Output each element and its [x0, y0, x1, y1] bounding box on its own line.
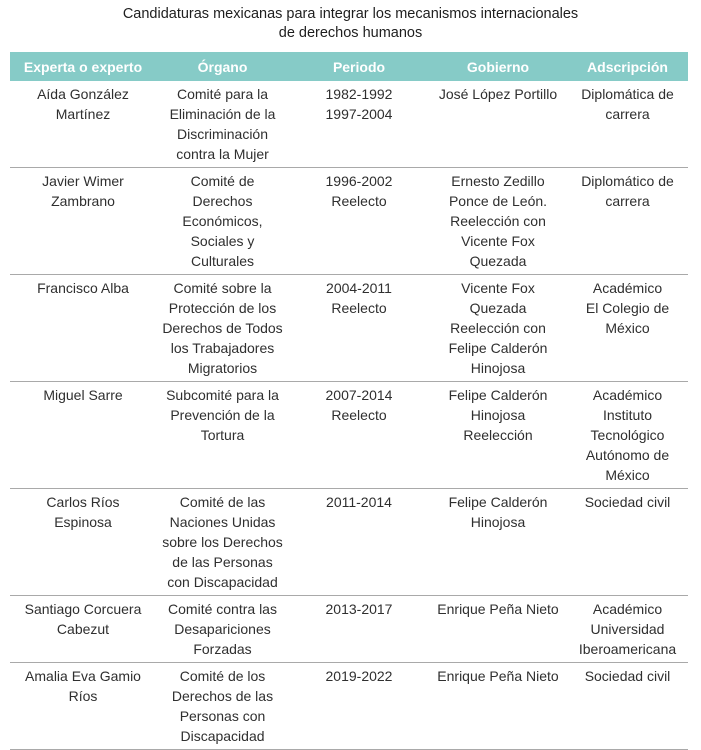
cell-gobierno: [429, 663, 567, 750]
table-row: [10, 81, 688, 168]
cell-experto: [10, 275, 156, 382]
cell-line: Cabezut: [56, 621, 110, 637]
cell-organo: [156, 382, 289, 489]
cell-line: Hinojosa: [470, 407, 526, 423]
cell-gobierno: [429, 596, 567, 663]
cell-line: Culturales: [190, 253, 255, 269]
cell-line: Autónomo de: [585, 447, 670, 463]
cell-line: Comité para la: [176, 86, 269, 102]
header-experto: Experta o experto: [10, 52, 156, 81]
cell-line: Comité de las: [179, 494, 266, 510]
cell-line: Sociedad civil: [584, 494, 671, 510]
table-title-line-1: Candidaturas mexicanas para integrar los mecanismos internacionales: [122, 6, 579, 22]
table-header-row: [10, 52, 688, 81]
cell-line: Francisco Alba: [37, 280, 129, 296]
cell-line: 1996-2002: [325, 173, 393, 189]
cell-line: contra la Mujer: [176, 146, 269, 162]
cell-line: Académico: [592, 601, 663, 617]
cell-line: Diplomático de: [581, 173, 674, 189]
cell-line: Ríos: [68, 688, 98, 704]
cell-line: José López Portillo: [438, 86, 558, 102]
table-row: [10, 489, 688, 596]
cell-line: con Discapacidad: [167, 574, 278, 590]
cell-organo: [156, 81, 289, 168]
cell-line: Desapariciones: [174, 621, 271, 637]
table-row: [10, 663, 688, 750]
cell-adscripcion: [567, 275, 688, 382]
cell-line: Instituto: [602, 407, 653, 423]
cell-line: Reelección con: [450, 320, 546, 336]
cell-line: Migratorios: [187, 360, 258, 376]
cell-line: Reelección con: [450, 213, 546, 229]
cell-line: Subcomité para la: [166, 387, 279, 403]
cell-line: Zambrano: [51, 193, 115, 209]
cell-line: Diplomática de: [581, 86, 674, 102]
cell-organo: [156, 489, 289, 596]
cell-gobierno: [429, 275, 567, 382]
cell-line: Sociales y: [190, 233, 255, 249]
cell-line: Comité sobre la: [173, 280, 272, 296]
cell-line: Protección de los: [168, 300, 277, 316]
cell-adscripcion: [567, 168, 688, 275]
cell-line: 2019-2022: [325, 668, 393, 684]
cell-line: Forzadas: [193, 641, 252, 657]
cell-line: Comité de los: [179, 668, 266, 684]
cell-organo: [156, 275, 289, 382]
cell-line: Reelecto: [331, 300, 387, 316]
cell-line: Felipe Calderón: [448, 494, 548, 510]
cell-line: Hinojosa: [470, 514, 526, 530]
cell-periodo: [289, 663, 429, 750]
header-periodo: Periodo: [289, 52, 429, 81]
cell-line: Ponce de León.: [448, 193, 548, 209]
cell-line: Discriminación: [176, 126, 269, 142]
cell-line: Académico: [592, 387, 663, 403]
cell-line: Martínez: [55, 106, 111, 122]
cell-line: Carlos Ríos: [46, 494, 120, 510]
cell-line: Enrique Peña Nieto: [437, 668, 559, 684]
cell-line: Vicente Fox: [461, 233, 535, 249]
table-row: [10, 275, 688, 382]
cell-gobierno: [429, 382, 567, 489]
cell-line: Reelecto: [331, 407, 387, 423]
cell-line: Ernesto Zedillo: [451, 173, 545, 189]
cell-adscripcion: [567, 81, 688, 168]
cell-gobierno: [429, 168, 567, 275]
cell-experto: [10, 81, 156, 168]
cell-line: carrera: [605, 106, 650, 122]
cell-line: Derechos: [192, 193, 253, 209]
cell-organo: [156, 596, 289, 663]
cell-gobierno: [429, 489, 567, 596]
cell-line: Tecnológico: [590, 427, 665, 443]
cell-adscripcion: [567, 663, 688, 750]
cell-line: Enrique Peña Nieto: [437, 601, 559, 617]
cell-line: 2007-2014: [325, 387, 393, 403]
cell-line: Prevención de la: [170, 407, 275, 423]
cell-line: Espinosa: [54, 514, 112, 530]
cell-line: Javier Wimer: [42, 173, 124, 189]
cell-adscripcion: [567, 382, 688, 489]
cell-line: Tortura: [200, 427, 245, 443]
cell-experto: [10, 663, 156, 750]
cell-experto: [10, 168, 156, 275]
cell-line: México: [605, 467, 650, 483]
cell-organo: [156, 663, 289, 750]
cell-organo: [156, 168, 289, 275]
cell-line: Académico: [592, 280, 663, 296]
cell-line: Naciones Unidas: [169, 514, 276, 530]
cell-line: Reelección: [463, 427, 533, 443]
cell-line: Miguel Sarre: [43, 387, 123, 403]
cell-line: Felipe Calderón: [448, 340, 548, 356]
cell-line: Comité de: [190, 173, 255, 189]
cell-line: sobre los Derechos: [162, 534, 283, 550]
cell-gobierno: [429, 81, 567, 168]
cell-periodo: [289, 489, 429, 596]
cell-line: Derechos de las: [171, 688, 274, 704]
cell-line: 2011-2014: [326, 494, 392, 510]
cell-line: México: [605, 320, 650, 336]
cell-line: Reelecto: [331, 193, 387, 209]
table-row: [10, 168, 688, 275]
candidaturas-table: [10, 52, 688, 750]
cell-line: Vicente Fox: [461, 280, 535, 296]
cell-line: Personas con: [179, 708, 266, 724]
cell-experto: [10, 489, 156, 596]
header-organo: Órgano: [156, 52, 289, 81]
cell-line: Hinojosa: [470, 360, 526, 376]
cell-line: Quezada: [469, 300, 527, 316]
cell-line: de las Personas: [172, 554, 273, 570]
cell-line: Sociedad civil: [584, 668, 671, 684]
cell-line: Felipe Calderón: [448, 387, 548, 403]
cell-experto: [10, 382, 156, 489]
cell-line: 2013-2017: [325, 601, 393, 617]
cell-line: Santiago Corcuera: [24, 601, 142, 617]
cell-adscripcion: [567, 596, 688, 663]
cell-line: Aída González: [37, 86, 129, 102]
cell-line: 1982-1992: [325, 86, 393, 102]
cell-line: 1997-2004: [325, 106, 393, 122]
cell-adscripcion: [567, 489, 688, 596]
cell-line: Eliminación de la: [169, 106, 276, 122]
header-gobierno: Gobierno: [429, 52, 567, 81]
cell-line: Amalia Eva Gamio: [25, 668, 141, 684]
table-title: [0, 5, 701, 43]
cell-periodo: [289, 382, 429, 489]
cell-periodo: [289, 275, 429, 382]
cell-line: Universidad: [590, 621, 665, 637]
cell-line: El Colegio de: [585, 300, 670, 316]
cell-line: Económicos,: [182, 213, 263, 229]
cell-line: carrera: [605, 193, 650, 209]
cell-line: Iberoamericana: [578, 641, 677, 657]
table-body: [10, 81, 688, 750]
cell-line: Comité contra las: [168, 601, 277, 617]
table-row: [10, 382, 688, 489]
cell-line: Discapacidad: [180, 728, 265, 744]
table-row: [10, 596, 688, 663]
cell-line: 2004-2011: [326, 280, 392, 296]
cell-periodo: [289, 81, 429, 168]
table-title-line-2: de derechos humanos: [278, 25, 423, 41]
cell-periodo: [289, 596, 429, 663]
cell-line: Quezada: [469, 253, 527, 269]
cell-periodo: [289, 168, 429, 275]
header-adscripcion: Adscripción: [567, 52, 688, 81]
cell-line: los Trabajadores: [170, 340, 275, 356]
cell-experto: [10, 596, 156, 663]
cell-line: Derechos de Todos: [162, 320, 283, 336]
